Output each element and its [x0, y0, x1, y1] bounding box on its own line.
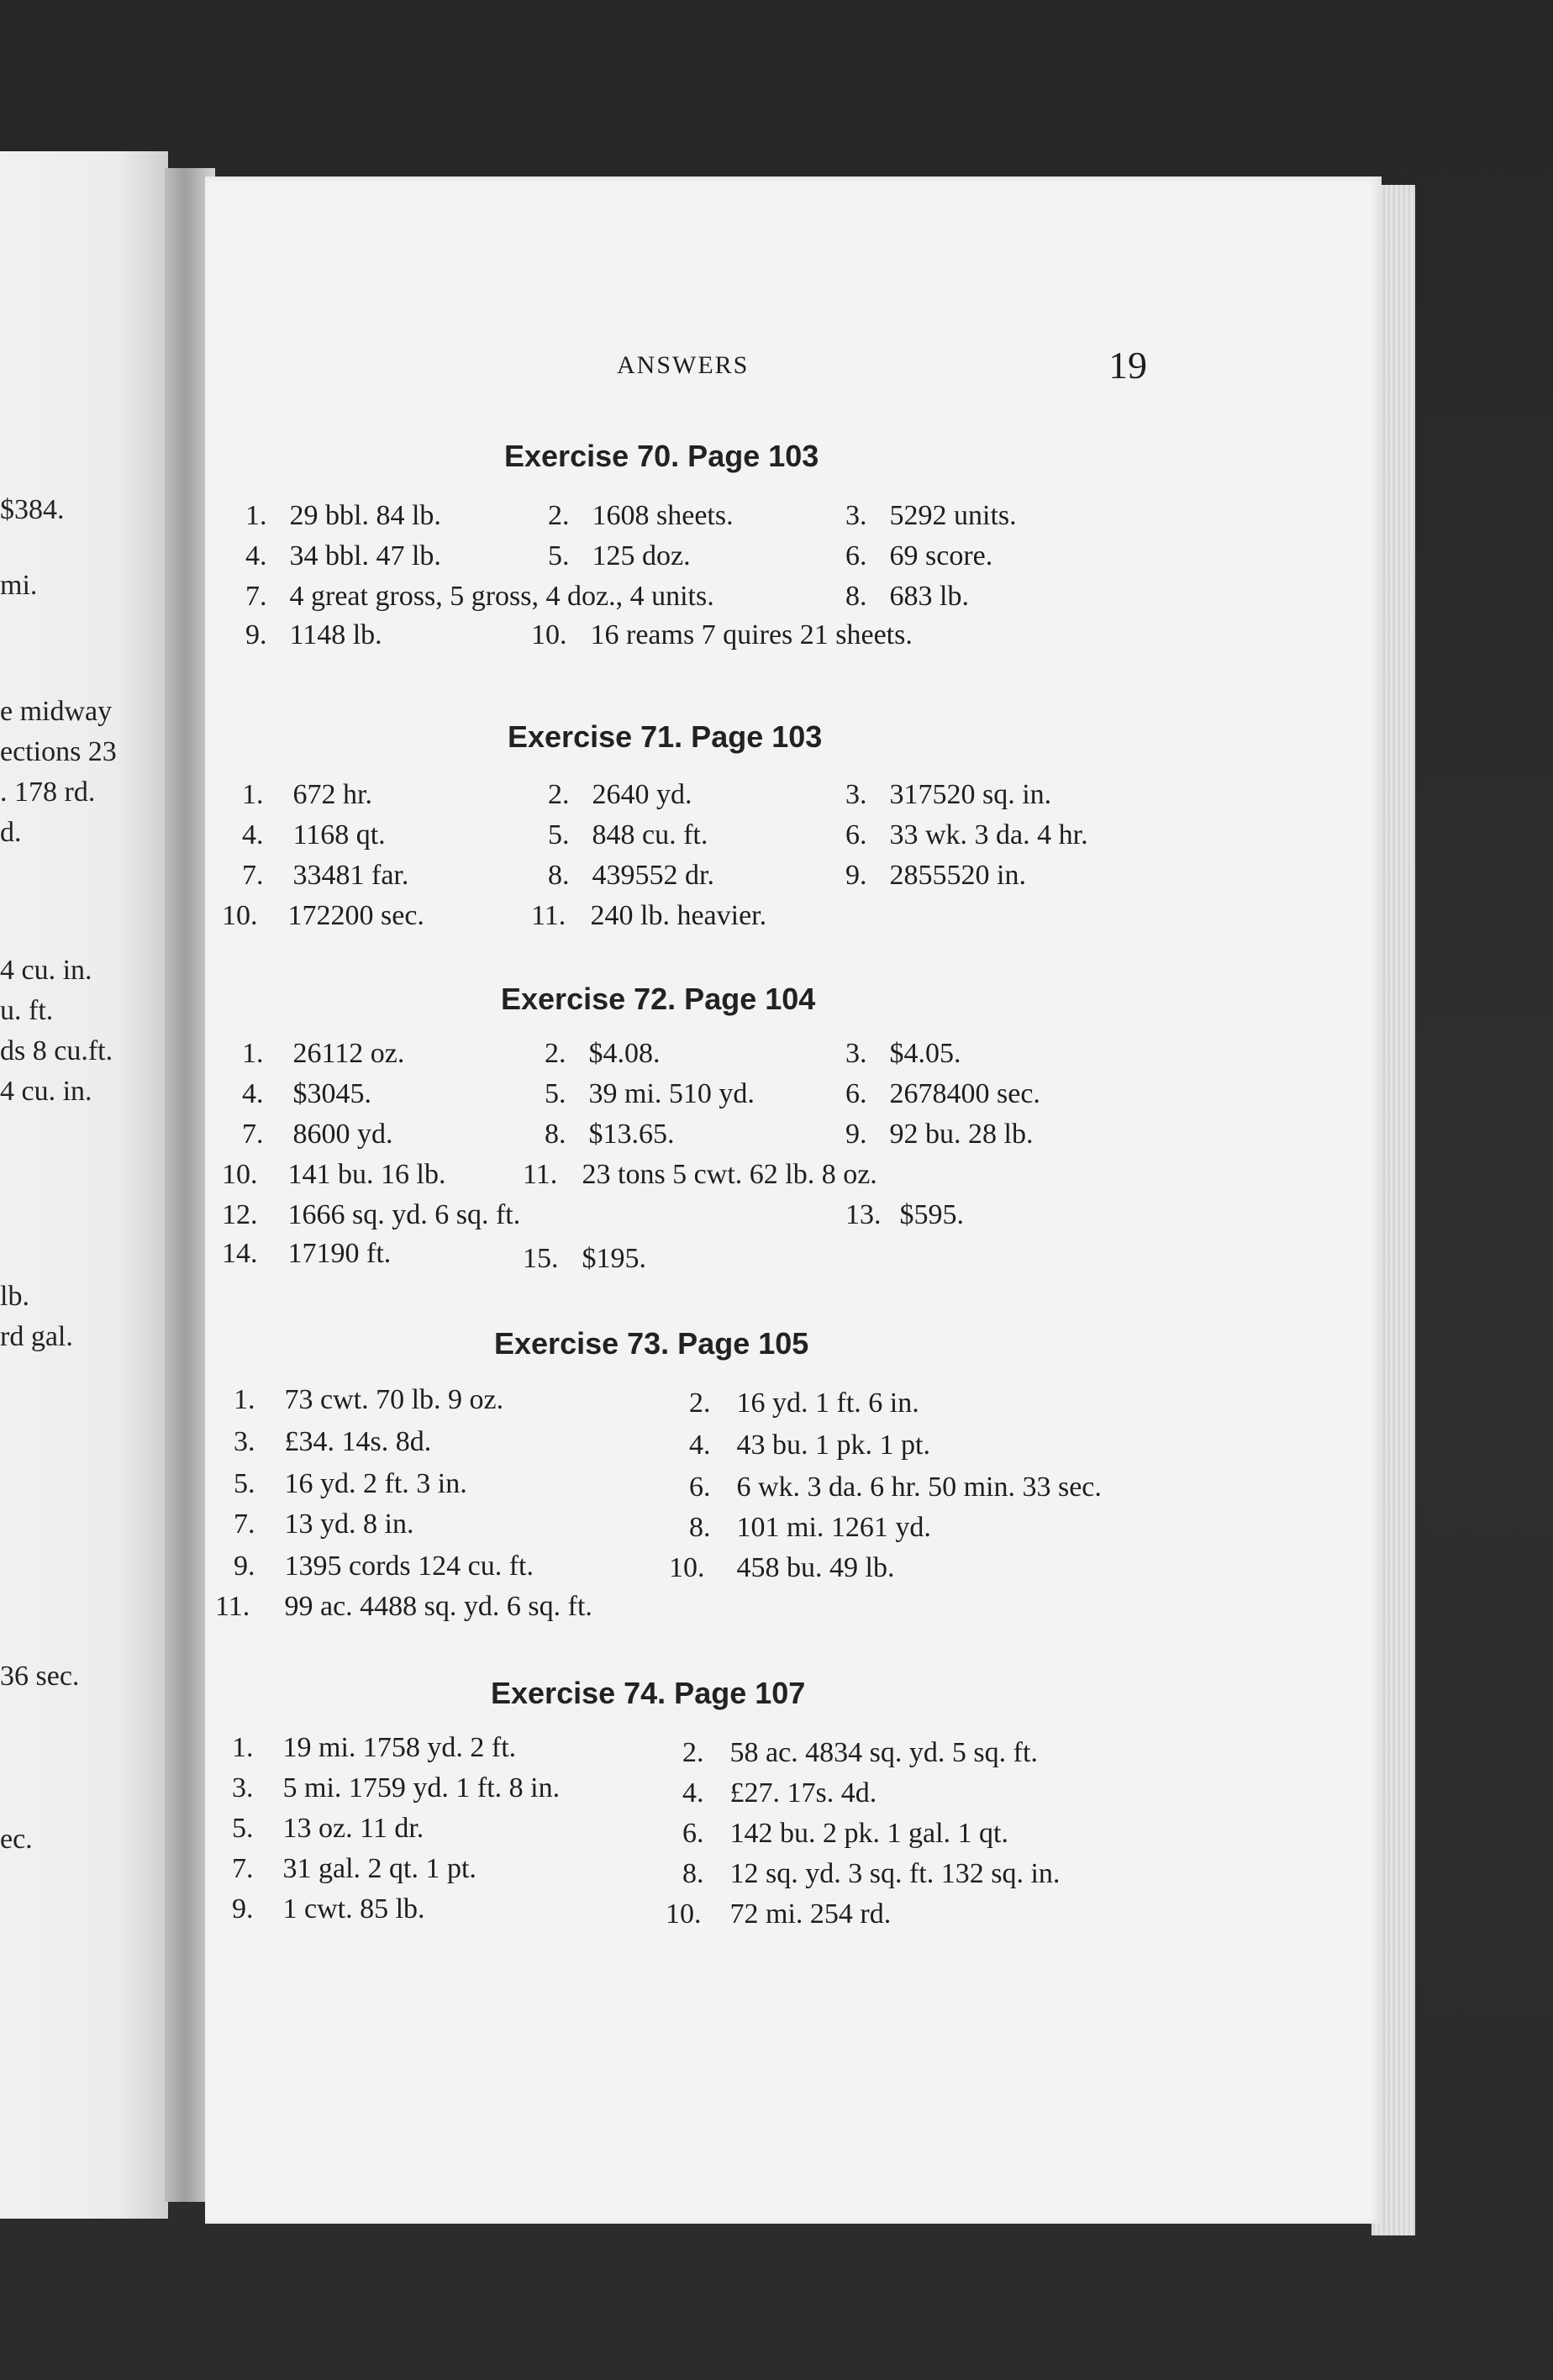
answer-text: 16 reams 7 quires 21 sheets.	[590, 619, 913, 650]
answer-text: 16 yd. 1 ft. 6 in.	[736, 1387, 919, 1419]
answer-item	[689, 1511, 931, 1545]
left-fragment: d.	[0, 817, 22, 848]
answer-number: 6.	[689, 1472, 711, 1503]
answer-number: 3.	[845, 779, 867, 810]
answer-item	[845, 778, 1051, 812]
answer-item	[242, 1118, 393, 1151]
answer-text: 73 cwt. 70 lb. 9 oz.	[284, 1384, 504, 1415]
answer-item	[234, 1383, 503, 1417]
left-fragment: e midway	[0, 696, 113, 727]
answer-text: 43 bu. 1 pk. 1 pt.	[736, 1430, 930, 1461]
answer-item	[245, 499, 441, 533]
answer-text: 23 tons 5 cwt. 62 lb. 8 oz.	[582, 1159, 877, 1190]
answer-text: 99 ac. 4488 sq. yd. 6 sq. ft.	[284, 1591, 592, 1622]
page-content	[205, 176, 1382, 2224]
answer-number: 8.	[548, 860, 570, 891]
answer-text: 1666 sq. yd. 6 sq. ft.	[287, 1199, 521, 1230]
answer-item	[682, 1777, 877, 1810]
answer-text: 142 bu. 2 pk. 1 gal. 1 qt.	[729, 1818, 1008, 1849]
answer-number: 1.	[245, 500, 267, 531]
answer-text: 33 wk. 3 da. 4 hr.	[889, 819, 1088, 850]
answer-text: 317520 sq. in.	[889, 779, 1052, 810]
answer-text: 34 bbl. 47 lb.	[289, 540, 441, 571]
answer-text: 26112 oz.	[292, 1038, 405, 1069]
answer-number: 7.	[242, 1119, 264, 1150]
answer-item	[845, 1037, 961, 1071]
running-head: ANSWERS	[617, 351, 750, 379]
answer-item	[669, 1551, 894, 1585]
answer-number: 4.	[682, 1777, 704, 1809]
answer-item	[845, 1118, 1033, 1151]
answer-text: 92 bu. 28 lb.	[889, 1119, 1034, 1150]
answer-text: 72 mi. 254 rd.	[729, 1898, 892, 1930]
answer-number: 8.	[689, 1512, 711, 1543]
answer-item	[845, 580, 969, 613]
answer-item	[245, 580, 714, 613]
answer-item	[845, 499, 1017, 533]
answer-text: 683 lb.	[889, 581, 969, 612]
answer-text: 58 ac. 4834 sq. yd. 5 sq. ft.	[729, 1737, 1038, 1768]
answer-item	[845, 859, 1026, 893]
answer-item	[222, 1237, 391, 1271]
left-page	[0, 151, 168, 2219]
answer-text: 141 bu. 16 lb.	[287, 1159, 446, 1190]
left-page-text	[0, 151, 168, 2219]
answer-item	[689, 1429, 930, 1462]
answer-item	[689, 1471, 1102, 1504]
left-fragment: mi.	[0, 570, 38, 601]
answer-number: 7.	[232, 1853, 254, 1884]
left-fragment: ections 23	[0, 736, 117, 767]
answer-text: £27. 17s. 4d.	[729, 1777, 877, 1809]
answer-number: 9.	[232, 1893, 254, 1925]
answer-item	[682, 1857, 1060, 1891]
answer-item	[245, 619, 382, 652]
answer-text: 458 bu. 49 lb.	[736, 1552, 895, 1583]
answer-number: 1.	[242, 1038, 264, 1069]
answer-number: 4.	[242, 1078, 264, 1109]
answer-number: 6.	[845, 819, 867, 850]
answer-number: 5.	[548, 540, 570, 571]
right-page	[205, 176, 1382, 2224]
answer-text: 2855520 in.	[889, 860, 1026, 891]
answer-item	[548, 819, 708, 852]
answer-text: 16 yd. 2 ft. 3 in.	[284, 1468, 467, 1499]
left-fragment: 4 cu. in.	[0, 955, 92, 986]
answer-text: 2640 yd.	[592, 779, 692, 810]
answer-text: 4 great gross, 5 gross, 4 doz., 4 units.	[289, 581, 714, 612]
answer-number: 2.	[548, 500, 570, 531]
answer-text: 1168 qt.	[292, 819, 386, 850]
answer-item	[531, 619, 913, 652]
answer-number: 4.	[242, 819, 264, 850]
answer-number: 2.	[689, 1387, 711, 1419]
left-fragment: $384.	[0, 494, 65, 525]
answer-number: 11.	[215, 1591, 250, 1622]
answer-item	[548, 859, 714, 893]
answer-number: 15.	[523, 1243, 559, 1274]
answer-item	[682, 1817, 1008, 1851]
answer-item	[242, 819, 386, 852]
answer-text: $195.	[582, 1243, 646, 1274]
answer-text: 2678400 sec.	[889, 1078, 1040, 1109]
left-fragment: u. ft.	[0, 995, 54, 1026]
answer-item	[245, 540, 441, 573]
answer-item	[242, 859, 408, 893]
answer-text: 19 mi. 1758 yd. 2 ft.	[282, 1732, 517, 1763]
answer-number: 7.	[234, 1509, 255, 1540]
answer-text: 172200 sec.	[287, 900, 424, 931]
answer-text: 5 mi. 1759 yd. 1 ft. 8 in.	[282, 1772, 561, 1803]
answer-item	[523, 1158, 877, 1192]
left-fragment: 4 cu. in.	[0, 1076, 92, 1107]
answer-number: 4.	[689, 1430, 711, 1461]
answer-text: 101 mi. 1261 yd.	[736, 1512, 931, 1543]
answer-text: 6 wk. 3 da. 6 hr. 50 min. 33 sec.	[736, 1472, 1102, 1503]
answer-text: 13 oz. 11 dr.	[282, 1813, 424, 1844]
answer-number: 4.	[245, 540, 267, 571]
answer-text: 1 cwt. 85 lb.	[282, 1893, 425, 1925]
answer-text: 1608 sheets.	[592, 500, 734, 531]
answer-number: 5.	[545, 1078, 566, 1109]
answer-item	[548, 540, 691, 573]
answer-number: 13.	[845, 1199, 882, 1230]
answer-number: 5.	[234, 1468, 255, 1499]
answer-item	[548, 499, 734, 533]
left-fragment: 36 sec.	[0, 1661, 80, 1692]
answer-number: 3.	[845, 500, 867, 531]
answer-item	[682, 1736, 1038, 1770]
answer-item	[234, 1425, 431, 1459]
answer-number: 10.	[669, 1552, 705, 1583]
answer-number: 10.	[666, 1898, 702, 1930]
answer-text: 1395 cords 124 cu. ft.	[284, 1551, 534, 1582]
answer-number: 8.	[845, 581, 867, 612]
left-fragment: . 178 rd.	[0, 777, 96, 808]
answer-text: 17190 ft.	[287, 1238, 392, 1269]
answer-item	[234, 1508, 413, 1541]
answer-number: 1.	[234, 1384, 255, 1415]
answer-item	[666, 1898, 891, 1931]
answer-number: 7.	[242, 860, 264, 891]
answer-text: 125 doz.	[592, 540, 691, 571]
answer-number: 5.	[548, 819, 570, 850]
answer-text: 5292 units.	[889, 500, 1017, 531]
answer-text: 240 lb. heavier.	[590, 900, 767, 931]
answer-item	[232, 1772, 560, 1805]
answer-item	[689, 1387, 919, 1420]
exercise-heading: Exercise 70. Page 103	[504, 439, 819, 473]
answer-number: 12.	[222, 1199, 258, 1230]
answer-text: $4.08.	[588, 1038, 661, 1069]
answer-number: 1.	[232, 1732, 254, 1763]
answer-item	[215, 1590, 592, 1624]
answer-number: 1.	[242, 779, 264, 810]
answer-text: 672 hr.	[292, 779, 372, 810]
answer-text: 29 bbl. 84 lb.	[289, 500, 441, 531]
answer-item	[845, 1077, 1040, 1111]
answer-item	[845, 540, 992, 573]
page-number: 19	[1108, 344, 1147, 387]
answer-number: 10.	[222, 900, 258, 931]
answer-number: 5.	[232, 1813, 254, 1844]
answer-number: 8.	[682, 1858, 704, 1889]
answer-number: 7.	[245, 581, 267, 612]
answer-text: 39 mi. 510 yd.	[588, 1078, 755, 1109]
answer-text: 69 score.	[889, 540, 993, 571]
answer-item	[232, 1812, 424, 1846]
exercise-heading: Exercise 74. Page 107	[491, 1676, 806, 1710]
answer-item	[545, 1118, 675, 1151]
answer-item	[222, 1198, 520, 1232]
left-fragment: ec.	[0, 1824, 33, 1855]
answer-item	[845, 819, 1088, 852]
answer-text: 12 sq. yd. 3 sq. ft. 132 sq. in.	[729, 1858, 1061, 1889]
answer-number: 11.	[531, 900, 566, 931]
answer-number: 11.	[523, 1159, 558, 1190]
exercise-heading: Exercise 72. Page 104	[501, 982, 816, 1016]
answer-item	[232, 1893, 425, 1926]
answer-item	[845, 1198, 964, 1232]
answer-item	[531, 899, 766, 933]
answer-number: 3.	[845, 1038, 867, 1069]
answer-item	[242, 1077, 371, 1111]
answer-number: 2.	[548, 779, 570, 810]
exercise-heading: Exercise 73. Page 105	[494, 1326, 809, 1361]
answer-number: 3.	[232, 1772, 254, 1803]
answer-text: $13.65.	[588, 1119, 675, 1150]
answer-number: 8.	[545, 1119, 566, 1150]
answer-number: 9.	[845, 1119, 867, 1150]
answer-number: 10.	[222, 1159, 258, 1190]
answer-item	[523, 1242, 646, 1276]
left-fragment: rd gal.	[0, 1321, 73, 1352]
answer-text: 13 yd. 8 in.	[284, 1509, 414, 1540]
answer-text: $3045.	[292, 1078, 371, 1109]
answer-item	[222, 1158, 445, 1192]
answer-number: 9.	[245, 619, 267, 650]
answer-item	[545, 1077, 755, 1111]
answer-text: 439552 dr.	[592, 860, 714, 891]
answer-number: 9.	[845, 860, 867, 891]
answer-text: $4.05.	[889, 1038, 961, 1069]
answer-text: $595.	[899, 1199, 964, 1230]
answer-item	[242, 778, 372, 812]
answer-item	[242, 1037, 404, 1071]
answer-number: 14.	[222, 1238, 258, 1269]
answer-number: 10.	[531, 619, 567, 650]
answer-number: 2.	[682, 1737, 704, 1768]
answer-text: 8600 yd.	[292, 1119, 393, 1150]
answer-number: 9.	[234, 1551, 255, 1582]
answer-item	[548, 778, 692, 812]
answer-item	[232, 1731, 516, 1765]
answer-number: 6.	[845, 540, 867, 571]
answer-item	[234, 1550, 534, 1583]
answer-item	[234, 1467, 467, 1501]
answer-text: 1148 lb.	[289, 619, 382, 650]
answer-item	[232, 1852, 476, 1886]
exercise-heading: Exercise 71. Page 103	[508, 719, 823, 754]
answer-text: 31 gal. 2 qt. 1 pt.	[282, 1853, 476, 1884]
answer-number: 2.	[545, 1038, 566, 1069]
answer-text: 848 cu. ft.	[592, 819, 708, 850]
answer-item	[222, 899, 424, 933]
left-fragment: ds 8 cu.ft.	[0, 1035, 113, 1066]
answer-text: £34. 14s. 8d.	[284, 1426, 432, 1457]
answer-item	[545, 1037, 661, 1071]
answer-text: 33481 far.	[292, 860, 409, 891]
left-fragment: lb.	[0, 1281, 29, 1312]
answer-number: 6.	[682, 1818, 704, 1849]
answer-number: 3.	[234, 1426, 255, 1457]
answer-number: 6.	[845, 1078, 867, 1109]
